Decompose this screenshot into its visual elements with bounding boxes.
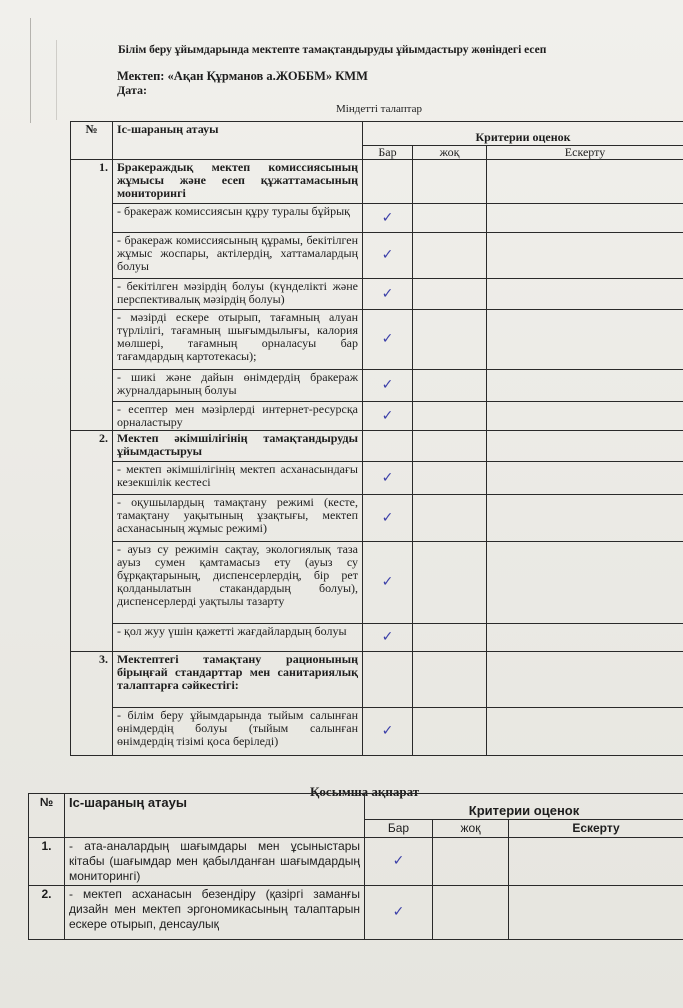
table-row	[29, 838, 683, 886]
item-text: - қол жуу үшін қажетті жағдайлардың болуы	[113, 624, 363, 652]
item-text: - бекітілген мәзірдің болуы (күнделікті және перспективалық мәзірдің болуы)	[113, 279, 363, 310]
header-note: Ескерту	[509, 820, 683, 838]
item-text: - мектеп асханасын безендіру (қазіргі заманғы дизайн мен мектеп эргономикасының талаптарын ескере отырып, денсаулық	[65, 886, 365, 940]
school-name: Мектеп: «Ақан Құрманов а.ЖОББМ» КММ	[117, 69, 368, 83]
table-row	[71, 624, 683, 652]
table-row	[71, 279, 683, 310]
table-header-row	[71, 122, 683, 146]
check-mark: ✓	[363, 462, 413, 495]
item-text: - мектеп әкімшілігінің мектеп асханасындағы кезекшілік кестесі	[113, 462, 363, 495]
check-mark: ✓	[363, 495, 413, 542]
report-title: Білім беру ұйымдарында мектепте тамақтандыруды ұйымдастыру жөніндегі есеп	[118, 44, 547, 56]
item-text: - ата-аналардың шағымдары мен ұсыныстары кітабы (шағымдар мен қабылданған шағымдардың мониторингі)	[65, 838, 365, 886]
item-text: - шикі және дайын өнімдердің бракераж журналдарының болуы	[113, 370, 363, 402]
row-number: 2.	[29, 886, 65, 940]
header-criteria: Критерии оценок	[365, 794, 683, 820]
table-row	[71, 542, 683, 624]
section-subtitle: Міндетті талаптар	[336, 103, 422, 115]
table-row	[71, 708, 683, 756]
table-row	[71, 402, 683, 431]
header-name: Іс-шараның атауы	[65, 794, 365, 838]
requirements-table	[70, 121, 683, 756]
item-text: - есептер мен мәзірлерді интернет-ресурсқа орналастыру	[113, 402, 363, 431]
item-text: - мәзірді ескере отырып, тағамның алуан түрлілігі, тағамның шығымдылығы, калория мөлшері, тағамның орналасуы бар тағамдардың картотекасы);	[113, 310, 363, 370]
table-row	[71, 495, 683, 542]
check-mark: ✓	[365, 886, 433, 940]
check-mark: ✓	[363, 542, 413, 624]
check-mark: ✓	[363, 310, 413, 370]
header-name: Іс-шараның атауы	[113, 122, 363, 160]
check-mark: ✓	[363, 402, 413, 431]
section-number: 2.	[71, 431, 113, 652]
additional-info-title: Қосымша ақпарат	[310, 784, 420, 799]
section-title: Мектептегі тамақтану рационының бірыңғай стандарттар мен санитариялық талаптарға сәйкестігі:	[113, 652, 363, 708]
margin-line	[56, 40, 57, 120]
section-row	[71, 160, 683, 204]
additional-info-table	[28, 793, 683, 940]
item-text: - бракераж комиссиясын құру туралы бұйрық	[113, 204, 363, 233]
section-row	[71, 431, 683, 462]
check-mark: ✓	[363, 233, 413, 279]
header-criteria: Критерии оценок	[363, 122, 683, 146]
header-note: Ескерту	[487, 146, 683, 160]
item-text: - білім беру ұйымдарында тыйым салынған өнімдердің болуы (тыйым салынған өнімдердің тізімі қоса беріледі)	[113, 708, 363, 756]
check-mark: ✓	[363, 370, 413, 402]
header-no-value: жоқ	[433, 820, 509, 838]
table-header-row	[29, 794, 683, 820]
section-number: 1.	[71, 160, 113, 431]
check-mark: ✓	[365, 838, 433, 886]
table-row	[29, 886, 683, 940]
row-number: 1.	[29, 838, 65, 886]
check-mark: ✓	[363, 624, 413, 652]
date-label: Дата:	[117, 83, 147, 97]
margin-line	[30, 18, 31, 123]
section-title: Мектеп әкімшілігінің тамақтандыруды ұйымдастыруы	[113, 431, 363, 462]
header-no: №	[71, 122, 113, 160]
table-row	[71, 310, 683, 370]
header-no-value: жоқ	[413, 146, 487, 160]
item-text: - ауыз су режимін сақтау, экологиялық таза ауыз сумен қамтамасыз ету (ауыз су бұрқақтарының, диспенсерлердің, бір рет қолданылатын стакандардың болуы), диспенсерлерді уақтылы тазарту	[113, 542, 363, 624]
header-yes: Бар	[363, 146, 413, 160]
check-mark: ✓	[363, 279, 413, 310]
table-row	[71, 370, 683, 402]
section-number: 3.	[71, 652, 113, 756]
table-row	[71, 233, 683, 279]
check-mark: ✓	[363, 204, 413, 233]
item-text: - бракераж комиссиясының құрамы, бекітілген жұмыс жоспары, актілердің, хаттамалардың болуы	[113, 233, 363, 279]
section-row	[71, 652, 683, 708]
table-row	[71, 462, 683, 495]
header-yes: Бар	[365, 820, 433, 838]
item-text: - оқушылардың тамақтану режимі (кесте, тамақтану уақытының ұзақтығы, мектеп асханасының жұмыс режимі)	[113, 495, 363, 542]
table-row	[71, 204, 683, 233]
section-title: Бракераждық мектеп комиссиясының жұмысы және есеп құжаттамасының мониторингі	[113, 160, 363, 204]
check-mark: ✓	[363, 708, 413, 756]
header-no: №	[29, 794, 65, 838]
